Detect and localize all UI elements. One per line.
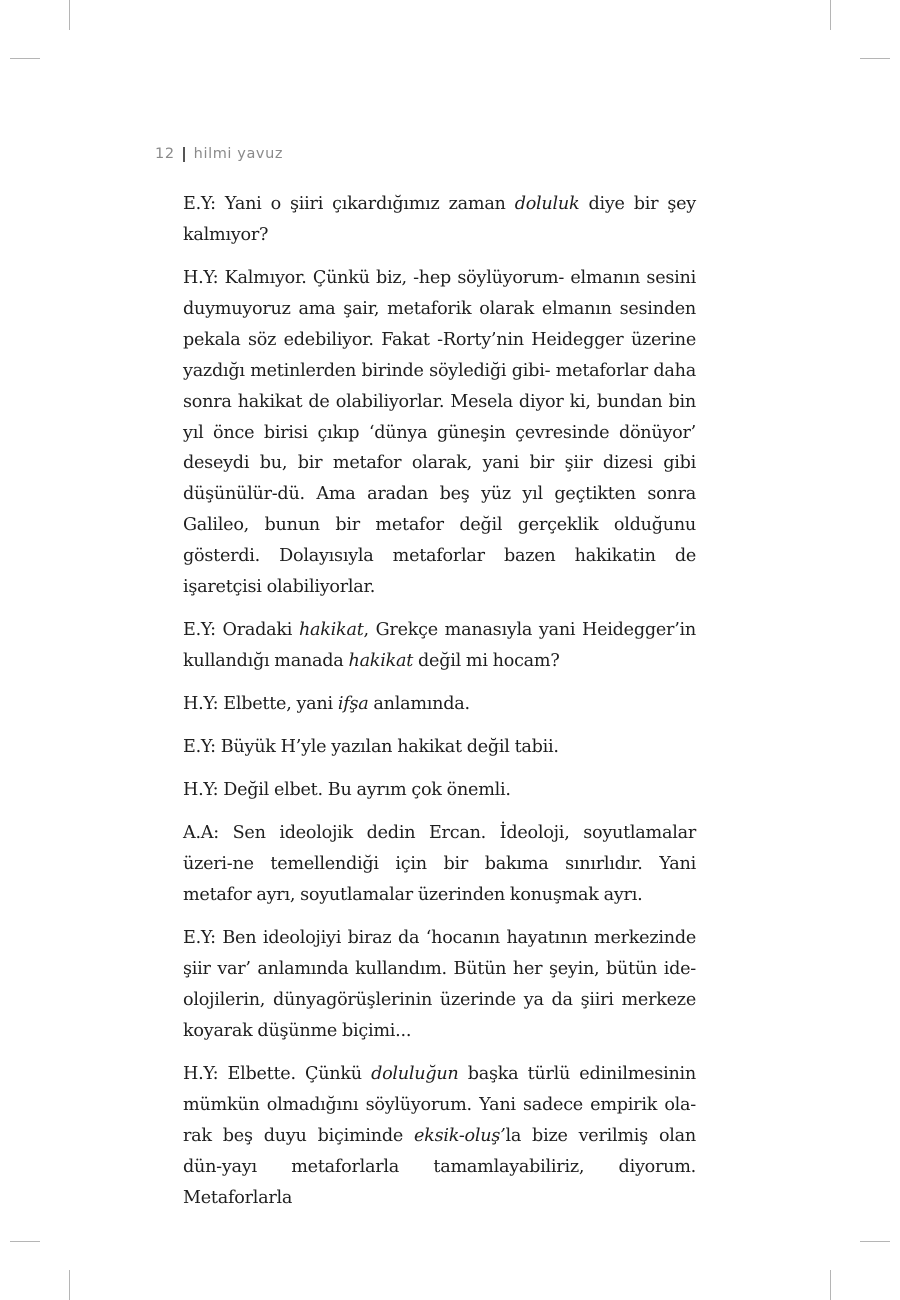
- crop-mark: [860, 1241, 890, 1242]
- crop-mark: [830, 0, 831, 30]
- text-run: değil mi hocam?: [413, 651, 560, 672]
- paragraph: [183, 1059, 696, 1214]
- paragraph: [183, 775, 696, 806]
- paragraph: [183, 689, 696, 720]
- crop-mark: [10, 1241, 40, 1242]
- page-number: 12: [155, 146, 175, 162]
- crop-mark: [10, 58, 40, 59]
- italic-term: hakikat: [298, 620, 364, 641]
- paragraph: [183, 732, 696, 763]
- running-head: [155, 146, 283, 162]
- italic-term: doluluğun: [371, 1064, 459, 1085]
- paragraph: [183, 189, 696, 251]
- paragraph: [183, 923, 696, 1047]
- text-run: , Grekçe manasıyla yani Heidegger’in kullandığı manada: [183, 620, 696, 672]
- text-run: H.Y: Kalmıyor. Çünkü biz, -hep söylüyorum- elmanın sesini duymuyoruz ama şair, metaforik olarak elmanın sesinden pekala söz edebiliyor. Fakat -Rorty’nin Heidegger üzerine yazdığı metinlerden birinde söylediği gibi- metaforlar daha sonra hakikat de olabiliyorlar. Mesela diyor ki, bundan bin yıl önce birisi çıkıp ‘dünya güneşin çevresinde dönüyor’ deseydi bu, bir metafor olarak, yani bir şiir dizesi gibi düşünülür-dü. Ama aradan beş yüz yıl geçtikten sonra Galileo, bunun bir metafor değil gerçeklik olduğunu gösterdi. Dolayısıyla metaforlar bazen hakikatin de işaretçisi olabiliyorlar.: [183, 268, 696, 598]
- author-name: hilmi yavuz: [193, 146, 284, 162]
- body-text: [183, 189, 696, 1226]
- text-run: H.Y: Elbette, yani: [183, 694, 338, 715]
- text-run: anlamında.: [368, 694, 470, 715]
- italic-term: ifşa: [337, 694, 369, 715]
- text-run: E.Y: Yani o şiiri çıkardığımız zaman: [183, 194, 515, 214]
- italic-term: doluluk: [514, 194, 580, 214]
- crop-mark: [830, 1270, 831, 1300]
- italic-term: eksik-oluş’: [414, 1125, 506, 1146]
- text-run: A.A: Sen ideolojik dedin Ercan. İdeoloji, soyutlamalar üzeri-ne temellendiği için bir bakıma sınırlıdır. Yani metafor ayrı, soyutlamalar üzerinden konuşmak ayrı.: [183, 823, 696, 906]
- crop-mark: [69, 1270, 70, 1300]
- text-run: la bize verilmiş olan dün-yayı metaforlarla tamamlayabiliriz, diyorum. Metaforlarla: [183, 1125, 696, 1208]
- text-run: H.Y: Değil elbet. Bu ayrım çok önemli.: [183, 780, 511, 801]
- paragraph: [183, 818, 696, 911]
- italic-term: hakikat: [348, 651, 414, 672]
- text-run: E.Y: Büyük H’yle yazılan hakikat değil tabii.: [183, 737, 559, 758]
- text-run: başka türlü edinilmesinin mümkün olmadığını söylüyorum. Yani sadece empirik ola-rak beş duyu biçiminde: [183, 1064, 696, 1146]
- text-run: E.Y: Ben ideolojiyi biraz da ‘hocanın hayatının merkezinde şiir var’ anlamında kullandım. Bütün her şeyin, bütün ide-olojilerin, dünyagörüşlerinin üzerinde ya da şiiri merkeze koyarak düşünme biçimi...: [183, 928, 696, 1042]
- paragraph: [183, 263, 696, 603]
- text-run: diye bir şey kalmıyor?: [183, 194, 696, 245]
- header-separator: [183, 147, 185, 162]
- crop-mark: [69, 0, 70, 30]
- paragraph: [183, 615, 696, 677]
- crop-mark: [860, 58, 890, 59]
- text-run: H.Y: Elbette. Çünkü: [183, 1064, 372, 1085]
- text-run: E.Y: Oradaki: [183, 620, 299, 641]
